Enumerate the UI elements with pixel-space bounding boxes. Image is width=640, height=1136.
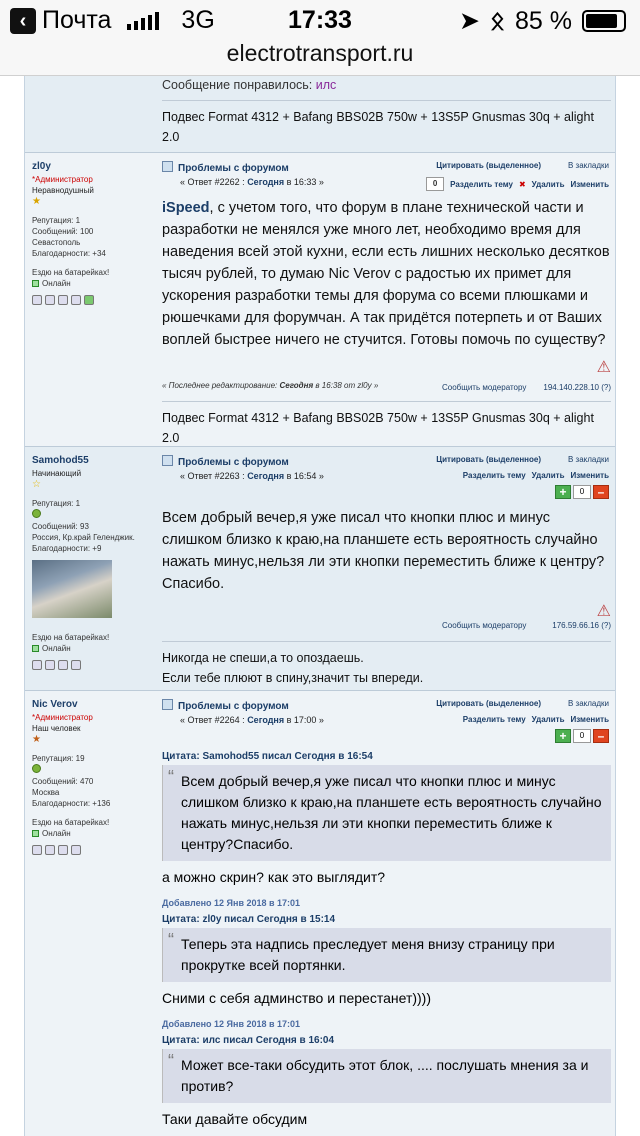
delete-icon: ✖ bbox=[518, 179, 526, 189]
pm-icon[interactable] bbox=[71, 295, 81, 305]
url-bar[interactable] bbox=[0, 40, 640, 76]
status-bar bbox=[0, 0, 640, 40]
author-drive: Ездю на батарейках! bbox=[32, 268, 110, 277]
plus-button[interactable]: + bbox=[555, 485, 571, 499]
post-content bbox=[162, 691, 611, 1130]
location-icon: ➤ bbox=[459, 7, 480, 35]
online-status: Онлайн bbox=[42, 829, 71, 838]
signature: Подвес Format 4312 + Bafang BBS02B 750w + 13S5P Gnusmas 30q + alight 2.0 bbox=[162, 100, 611, 147]
author-rank: Неравнодушный bbox=[32, 186, 94, 195]
split-topic-button[interactable]: Разделить тему bbox=[462, 471, 526, 480]
post-2264 bbox=[25, 690, 615, 1136]
reply-text: Таки давайте обсудим bbox=[162, 1111, 308, 1127]
bluetooth-icon: ᛟ bbox=[490, 6, 506, 35]
award-icon[interactable] bbox=[58, 845, 68, 855]
added-note: Добавлено 12 Янв 2018 в 17:01 bbox=[162, 1019, 301, 1029]
post-ip: 194.140.228.10 (?) bbox=[543, 383, 611, 392]
quote-header[interactable]: Цитата: zl0y писал Сегодня в 15:14 bbox=[162, 914, 336, 925]
award-icon[interactable] bbox=[58, 295, 68, 305]
reputation-icon bbox=[32, 509, 41, 518]
author-thanks: Благодарности: +34 bbox=[32, 249, 106, 258]
author-drive: Ездю на батарейках! bbox=[32, 818, 110, 827]
mail-icon[interactable] bbox=[45, 845, 55, 855]
quote-body: “ Всем добрый вечер,я уже писал что кнопки плюс и минус слишком близко к краю,на планшете есть вероятность случайно нажать минус,нельзя ли эти кнопки переместить ближе к центру?Спасибо. bbox=[162, 765, 611, 861]
author-nick[interactable]: Samohod55 bbox=[32, 455, 89, 466]
edit-button[interactable]: Изменить bbox=[570, 179, 609, 189]
author-city: Севастополь bbox=[32, 238, 81, 247]
online-icon bbox=[32, 830, 39, 837]
rank-star-icon: ★ bbox=[32, 196, 41, 207]
rating-control bbox=[555, 729, 609, 743]
profile-icon[interactable] bbox=[32, 660, 42, 670]
edit-button[interactable]: Изменить bbox=[570, 471, 609, 480]
author-panel bbox=[25, 447, 157, 670]
author-nick[interactable]: zl0y bbox=[32, 161, 51, 172]
liked-label: Сообщение понравилось: bbox=[162, 78, 313, 92]
profile-icon[interactable] bbox=[32, 845, 42, 855]
mail-icon[interactable] bbox=[45, 660, 55, 670]
quote-header[interactable]: Цитата: Samohod55 писал Сегодня в 16:54 bbox=[162, 751, 373, 762]
post-previous bbox=[25, 76, 615, 152]
battery-label: 85 % bbox=[515, 6, 572, 35]
liked-line bbox=[162, 78, 611, 92]
author-panel bbox=[25, 153, 157, 305]
author-rank: Начинающий bbox=[32, 469, 82, 478]
rank-star-icon: ★ bbox=[32, 734, 41, 745]
online-status: Онлайн bbox=[42, 279, 71, 288]
post-content bbox=[162, 447, 611, 688]
post-header bbox=[162, 153, 611, 189]
quote-selected-button[interactable]: Цитировать (выделенное) bbox=[436, 455, 541, 464]
author-role: *Администратор bbox=[32, 713, 93, 722]
award-icon[interactable] bbox=[58, 660, 68, 670]
online-icon bbox=[32, 645, 39, 652]
rating-count: 0 bbox=[573, 729, 591, 743]
plus-button[interactable]: + bbox=[555, 729, 571, 743]
post-footer bbox=[162, 351, 611, 397]
pm-icon[interactable] bbox=[71, 845, 81, 855]
post-2262 bbox=[25, 152, 615, 446]
url-text[interactable]: electrotransport.ru bbox=[226, 40, 414, 66]
mention-user[interactable]: iSpeed bbox=[162, 200, 210, 216]
author-reputation: Репутация: 1 bbox=[32, 499, 81, 508]
profile-icon[interactable] bbox=[32, 295, 42, 305]
post-header bbox=[162, 691, 611, 727]
quote-body: “ Может все-таки обсудить этот блок, .... послушать мнения за и против? bbox=[162, 1049, 611, 1103]
post-header bbox=[162, 447, 611, 483]
author-thanks: Благодарности: +9 bbox=[32, 544, 102, 553]
author-reputation: Репутация: 19 bbox=[32, 754, 85, 763]
minus-button[interactable]: – bbox=[593, 729, 609, 743]
delete-button[interactable]: Удалить bbox=[531, 471, 565, 480]
forum-thread bbox=[24, 76, 616, 1136]
author-drive: Ездю на батарейках! bbox=[32, 633, 110, 642]
post-actions bbox=[463, 715, 609, 724]
split-topic-button[interactable]: Разделить тему bbox=[450, 179, 513, 189]
signature-line: Никогда не спеши,а то опоздаешь. bbox=[162, 651, 364, 665]
post-subject[interactable]: Проблемы с форумом bbox=[162, 455, 289, 468]
answer-meta: « Ответ #2262 : Сегодня в 16:33 » bbox=[180, 177, 324, 187]
edited-note: « Последнее редактирование: Сегодня в 16:38 от zl0y » bbox=[162, 381, 379, 390]
author-messages: Сообщений: 470 bbox=[32, 777, 94, 786]
delete-button[interactable]: Удалить bbox=[531, 715, 565, 724]
post-actions bbox=[463, 471, 609, 480]
author-thanks: Благодарности: +136 bbox=[32, 799, 111, 808]
author-role: *Администратор bbox=[32, 175, 93, 184]
reputation-icon bbox=[32, 764, 41, 773]
profile-icons bbox=[32, 660, 157, 670]
report-icon[interactable]: ⚠ bbox=[596, 603, 611, 620]
bookmark-button[interactable]: В закладки bbox=[567, 455, 609, 464]
online-status: Онлайн bbox=[42, 644, 71, 653]
edit-button[interactable]: Изменить bbox=[570, 715, 609, 724]
delete-button[interactable]: Удалить bbox=[531, 179, 565, 189]
author-messages: Сообщений: 100 bbox=[32, 227, 94, 236]
author-messages: Сообщений: 93 bbox=[32, 522, 89, 531]
network-label: 3G bbox=[181, 6, 215, 34]
rating-control bbox=[555, 485, 609, 499]
reply-text: а можно скрин? как это выглядит? bbox=[162, 869, 386, 885]
post-content bbox=[162, 153, 611, 448]
profile-icons bbox=[32, 295, 157, 305]
author-city: Россия, Кр.край Геленджик. bbox=[32, 533, 135, 542]
minus-button[interactable]: – bbox=[593, 485, 609, 499]
clock: 17:33 bbox=[288, 6, 352, 34]
post-text: , с учетом того, что форум в плане технической части и разработки не менялся уже много лет, необходимо время для наведения всей этой кухни, если есть лишних несколько десятков тысяч рублей, то думаю Nic Verov с радостью их примет для ускорения разработки темы для форума со всеми плюшками и рюшечками для форумчан. А так придётся потерпеть и от Ваших воплей быстрее ничего не стучится. Готовы помочь по существу? bbox=[162, 200, 610, 348]
post-actions bbox=[426, 177, 609, 191]
back-arrow-icon[interactable]: ‹ bbox=[10, 8, 36, 34]
author-reputation: Репутация: 1 bbox=[32, 216, 81, 225]
reply-text: Сними с себя админство и перестанет)))) bbox=[162, 990, 432, 1006]
report-moderator-link[interactable]: Сообщить модератору bbox=[442, 621, 527, 630]
report-moderator-link[interactable]: Сообщить модератору bbox=[442, 383, 527, 392]
mail-icon[interactable] bbox=[45, 295, 55, 305]
profile-icons bbox=[32, 845, 157, 855]
avatar[interactable] bbox=[32, 560, 112, 618]
battery-icon bbox=[582, 10, 626, 32]
post-2263 bbox=[25, 446, 615, 690]
pm-icon[interactable] bbox=[71, 660, 81, 670]
quote-body: “ Теперь эта надпись преследует меня внизу страницу при прокрутке всей портянки. bbox=[162, 928, 611, 982]
post-ip: 176.59.66.16 (?) bbox=[552, 621, 611, 630]
added-note: Добавлено 12 Янв 2018 в 17:01 bbox=[162, 898, 301, 908]
split-topic-button[interactable]: Разделить тему bbox=[462, 715, 526, 724]
author-rank: Наш человек bbox=[32, 724, 81, 733]
quote-header[interactable]: Цитата: илс писал Сегодня в 16:04 bbox=[162, 1035, 335, 1046]
author-nick[interactable]: Nic Verov bbox=[32, 699, 78, 710]
quote-selected-button[interactable]: Цитировать (выделенное) bbox=[436, 699, 541, 708]
signature bbox=[162, 641, 611, 688]
bookmark-button[interactable]: В закладки bbox=[567, 699, 609, 708]
post-subject[interactable]: Проблемы с форумом bbox=[162, 161, 289, 174]
online-icon bbox=[32, 280, 39, 287]
post-body: Всем добрый вечер,я уже писал что кнопки плюс и минус слишком близко к краю,на планшете есть вероятность случайно нажать минус,нельзя ли эти кнопки переместить ближе к центру?Спасибо. bbox=[162, 510, 605, 592]
report-icon[interactable]: ⚠ bbox=[596, 359, 611, 376]
quote-selected-button[interactable]: Цитировать (выделенное) bbox=[436, 161, 541, 170]
clover-icon[interactable] bbox=[84, 295, 94, 305]
rating-count: 0 bbox=[573, 485, 591, 499]
reply-counter[interactable]: 0 bbox=[426, 177, 444, 191]
post-body bbox=[162, 751, 611, 1130]
answer-meta: « Ответ #2263 : Сегодня в 16:54 » bbox=[180, 471, 324, 481]
rank-star-icon: ☆ bbox=[32, 479, 41, 490]
liked-user-link[interactable]: илс bbox=[315, 78, 337, 92]
post-subject[interactable]: Проблемы с форумом bbox=[162, 699, 289, 712]
post-footer bbox=[162, 595, 611, 635]
signature: Подвес Format 4312 + Bafang BBS02B 750w + 13S5P Gnusmas 30q + alight 2.0 bbox=[162, 401, 611, 448]
back-app-label[interactable]: Почта bbox=[42, 6, 112, 34]
author-city: Москва bbox=[32, 788, 60, 797]
answer-meta: « Ответ #2264 : Сегодня в 17:00 » bbox=[180, 715, 324, 725]
post-body bbox=[162, 197, 611, 351]
signature-line: Если тебе плюют в спину,значит ты впереди. bbox=[162, 671, 424, 685]
author-panel bbox=[25, 691, 157, 855]
bookmark-button[interactable]: В закладки bbox=[567, 161, 609, 170]
